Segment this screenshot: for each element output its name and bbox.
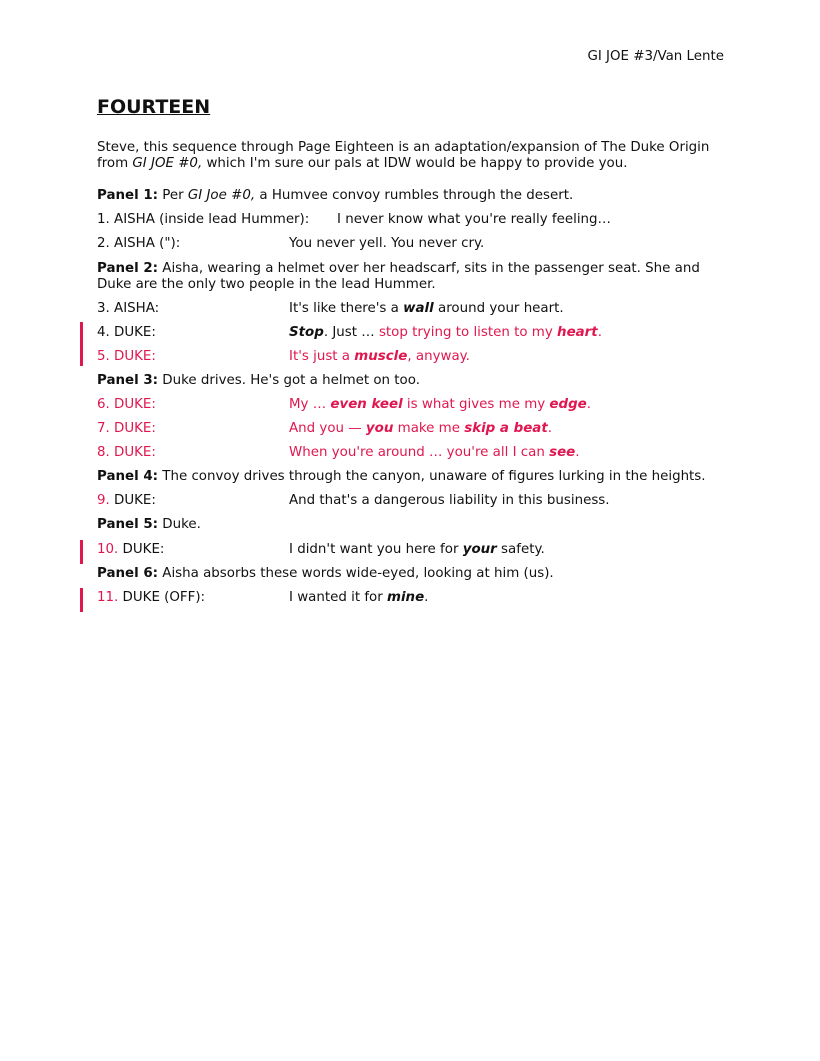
dialogue-emphasis-revised: heart [557, 325, 598, 340]
dialogue-line-11 [97, 590, 429, 606]
panel-4-label: Panel 4: [97, 469, 159, 484]
panel-5-description [97, 517, 717, 533]
dialogue-emphasis: your [462, 542, 497, 557]
speaker-label: 4. DUKE: [97, 325, 156, 340]
dialogue-text-3: . [575, 445, 580, 460]
panel-2-text: Aisha, wearing a helmet over her headscarf, sits in the passenger seat. She and Duke are the only two people in the lead Hummer. [97, 261, 700, 292]
dialogue-line-7 [97, 421, 552, 437]
dialogue-text [289, 397, 591, 413]
panel-1-description [97, 188, 717, 204]
revision-bar-2 [80, 540, 83, 564]
dialogue-text-1: It's just a [289, 349, 355, 364]
panel-1-text-3: a Humvee convoy rumbles through the desert. [255, 188, 574, 203]
panel-5-text: Duke. [158, 517, 201, 532]
dialogue-text [289, 421, 552, 437]
dialogue-text: And that's a dangerous liability in this business. [289, 493, 610, 508]
dialogue-text-2: . Just … [323, 325, 379, 340]
note-text-1: Steve, this sequence through Page Eighteen is an adaptation/expansion of The Duke Origin from [97, 140, 710, 171]
dialogue-text-3: safety. [496, 542, 545, 557]
dialogue-text-1: It's like there's a [289, 301, 404, 316]
dialogue-emphasis: muscle [354, 349, 408, 364]
dialogue-text [289, 349, 470, 365]
speaker-label: 2. AISHA ("): [97, 236, 181, 251]
dialogue-line-1 [97, 212, 611, 228]
panel-1-text-2: GI Joe #0, [187, 188, 256, 203]
speaker-label [97, 493, 156, 509]
dialogue-emphasis: Stop [289, 325, 324, 340]
line-number: 10. [97, 542, 119, 557]
dialogue-text-3: , anyway. [407, 349, 470, 364]
dialogue-text-5: . [547, 421, 552, 436]
panel-4-text: The convoy drives through the canyon, unaware of figures lurking in the heights. [158, 469, 706, 484]
speaker-label [97, 590, 205, 606]
dialogue-line-8 [97, 445, 580, 461]
line-number: 11. [97, 590, 119, 605]
speaker-name: DUKE (OFF): [118, 590, 206, 605]
dialogue-line-3 [97, 301, 564, 317]
dialogue-emphasis: wall [403, 301, 434, 316]
dialogue-text [289, 301, 564, 317]
dialogue-text [289, 445, 580, 461]
dialogue-text-1: I wanted it for [289, 590, 387, 605]
panel-3-description [97, 373, 717, 389]
panel-1-text-1: Per [158, 188, 188, 203]
speaker-label: 6. DUKE: [97, 397, 156, 412]
panel-6-label: Panel 6: [97, 566, 159, 581]
dialogue-text-3: around your heart. [433, 301, 564, 316]
speaker-label: 5. DUKE: [97, 349, 156, 364]
panel-5-label: Panel 5: [97, 517, 159, 532]
dialogue-text-revised: . [597, 325, 602, 340]
panel-2-description [97, 261, 717, 293]
dialogue-text-3: make me [393, 421, 465, 436]
page-title: FOURTEEN [97, 96, 211, 118]
note-text-3: which I'm sure our pals at IDW would be happy to provide you. [202, 156, 628, 171]
dialogue-line-5 [97, 349, 470, 365]
dialogue-text [289, 590, 428, 606]
dialogue-text-5: . [586, 397, 592, 412]
dialogue-text-1: When you're around … you're all I can [289, 445, 550, 460]
speaker-label: 8. DUKE: [97, 445, 156, 460]
panel-4-description [97, 469, 717, 485]
dialogue-line-9 [97, 493, 610, 509]
dialogue-line-2 [97, 236, 485, 252]
dialogue-text: I never know what you're really feeling… [337, 212, 611, 227]
dialogue-text [289, 325, 602, 341]
dialogue-text-1: I didn't want you here for [289, 542, 463, 557]
speaker-label: 1. AISHA (inside lead Hummer): [97, 212, 310, 227]
revision-bar-1 [80, 322, 83, 366]
dialogue-emphasis: edge [549, 397, 587, 412]
panel-3-label: Panel 3: [97, 373, 159, 388]
panel-2-label: Panel 2: [97, 261, 159, 276]
dialogue-emphasis: you [365, 421, 394, 436]
writer-note [97, 140, 737, 172]
dialogue-text-1: And you — [289, 421, 366, 436]
dialogue-line-4 [97, 325, 602, 341]
line-number: 9. [97, 493, 110, 508]
speaker-label: 7. DUKE: [97, 421, 156, 436]
speaker-label: 3. AISHA: [97, 301, 160, 316]
panel-3-text: Duke drives. He's got a helmet on too. [158, 373, 420, 388]
dialogue-line-6 [97, 397, 592, 413]
speaker-name: DUKE: [118, 542, 165, 557]
panel-6-description [97, 566, 717, 582]
page-header: GI JOE #3/Van Lente [587, 49, 724, 64]
dialogue-text-3: . [424, 590, 429, 605]
dialogue-emphasis: skip a beat [464, 421, 548, 436]
note-text-2: GI JOE #0, [132, 156, 203, 171]
dialogue-text-3: is what gives me my [402, 397, 550, 412]
dialogue-text-revised: stop trying to listen to my [378, 325, 558, 340]
dialogue-line-10 [97, 542, 545, 558]
dialogue-text [289, 542, 545, 558]
dialogue-emphasis: mine [387, 590, 425, 605]
dialogue-text: You never yell. You never cry. [289, 236, 485, 251]
speaker-name: DUKE: [109, 493, 156, 508]
speaker-label [97, 542, 164, 558]
revision-bar-3 [80, 588, 83, 612]
dialogue-text-1: My … [289, 397, 331, 412]
dialogue-emphasis: see [549, 445, 576, 460]
dialogue-emphasis: even keel [330, 397, 403, 412]
panel-6-text: Aisha absorbs these words wide-eyed, looking at him (us). [158, 566, 554, 581]
panel-1-label: Panel 1: [97, 188, 159, 203]
